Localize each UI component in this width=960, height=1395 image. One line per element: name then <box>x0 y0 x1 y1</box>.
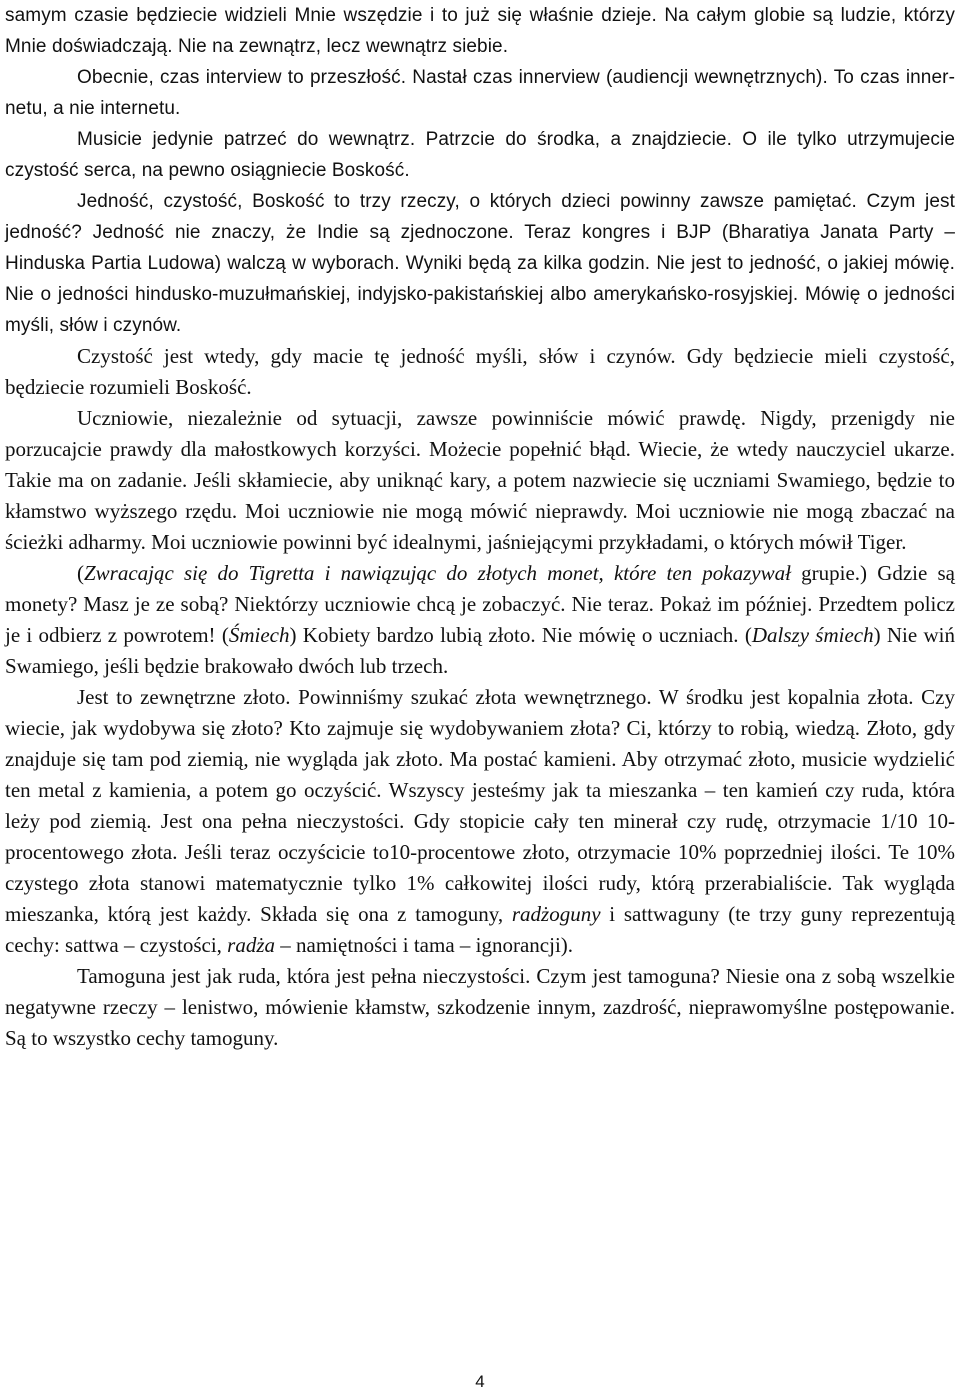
italic-text: Dalszy śmiech <box>751 623 874 647</box>
paragraph <box>5 341 955 403</box>
italic-text: radżoguny <box>511 902 601 926</box>
paragraph <box>5 403 955 558</box>
text-run: Obecnie, czas interview to przeszłość. Nastał czas innerview (audiencji wewnętrznych). To czas inner-netu, a nie internetu. <box>5 67 955 119</box>
paragraph <box>5 124 955 186</box>
italic-text: Śmiech <box>228 623 290 647</box>
paragraph <box>5 0 955 62</box>
text-run: ( <box>77 561 84 585</box>
text-run: Uczniowie, niezależnie od sytuacji, zawsze powinniście mówić prawdę. Nigdy, przenigdy nie porzucajcie prawdy dla małostkowych korzyści. Możecie popełnić błąd. Wiecie, że wtedy nauczyciel ukarze. Takie ma on zadanie. Jeśli skłamiecie, aby uniknąć kary, a potem nazwiecie się uczniami Swamiego, będzie to kłamstwo wyższego rzędu. Moi uczniowie nie mogą mówić nieprawdy. Moi uczniowie nie mogą zbaczać na ścieżki adharmy. Moi uczniowie powinni być idealnymi, jaśniejącymi przykładami, o których mówił Tiger. <box>5 406 955 554</box>
text-run: Jest to zewnętrzne złoto. Powinniśmy szukać złota wewnętrznego. W środku jest kopalnia złota. Czy wiecie, jak wydobywa się złoto? Kto zajmuje się wydobywaniem złota? Ci, którzy to robią, wiedzą. Złoto, gdy znajduje się tam pod ziemią, nie wygląda jak złoto. Ma postać kamieni. Aby otrzymać złoto, musicie wydzielić ten metal z kamienia, a potem go oczyścić. Wszyscy jesteśmy jak ta mieszanka – ten kamień czy ruda, która leży pod ziemią. Jest ona pełna nieczystości. Gdy stopicie cały ten minerał czy rudę, otrzymacie 1/10 10-procentowego złota. Jeśli teraz oczyścicie to10-procentowe złoto, otrzymacie 10% poprzedniej ilości. Te 10% czystego złota stanowi matematycznie tylko 1% całkowitej ilości rudy, którą przerabialiście. Tak wygląda mieszanka, którą jest każdy. Składa się ona z tamoguny, <box>5 685 955 926</box>
text-run: samym czasie będziecie widzieli Mnie wszędzie i to już się właśnie dzieje. Na całym globie są ludzie, którzy Mnie doświadczają. Nie na zewnątrz, lecz wewnątrz siebie. <box>5 5 955 57</box>
text-run: – namiętności i tama – ignorancji). <box>275 933 574 957</box>
italic-text: radża <box>227 933 276 957</box>
text-run: Musicie jedynie patrzeć do wewnątrz. Patrzcie do środka, a znajdziecie. O ile tylko utrzymujecie czystość serca, na pewno osiągniecie Boskość. <box>5 129 955 181</box>
paragraph <box>5 961 955 1054</box>
document-body <box>5 0 955 1054</box>
paragraph <box>5 558 955 682</box>
text-run: i sattwaguny (te trzy guny reprezentują cechy: sattwa – czystości, <box>5 902 955 957</box>
paragraph <box>5 62 955 124</box>
italic-text: Zwracając się do Tigretta i nawiązując do złotych monet, które ten pokazywał <box>84 561 791 585</box>
text-run: grupie.) Gdzie są monety? Masz je ze sobą? Niektórzy uczniowie chcą je zobaczyć. Nie teraz. Pokaż im później. Przedtem policz je i odbierz z powrotem! ( <box>5 561 955 647</box>
page-number: 4 <box>475 1372 485 1391</box>
paragraph <box>5 186 955 341</box>
text-run: Jedność, czystość, Boskość to trzy rzeczy, o których dzieci powinny zawsze pamiętać. Czym jest jedność? Jedność nie znaczy, że Indie są zjednoczone. Teraz kongres i BJP (Bharatiya Janata Party – Hinduska Partia Ludowa) walczą w wyborach. Wyniki będą za kilka godzin. Nie jest to jedność, o jakiej mówię. Nie o jedności hindusko-muzułmańskiej, indyjsko-pakistańskiej albo amerykańsko-rosyjskiej. Mówię o jedności myśli, słów i czynów. <box>5 191 955 336</box>
text-run: Czystość jest wtedy, gdy macie tę jedność myśli, słów i czynów. Gdy będziecie mieli czystość, będziecie rozumieli Boskość. <box>5 344 955 399</box>
text-run: ) Nie wiń Swamiego, jeśli będzie brakowało dwóch lub trzech. <box>5 623 955 678</box>
text-run: Tamoguna jest jak ruda, która jest pełna nieczystości. Czym jest tamoguna? Niesie ona z sobą wszelkie negatywne rzeczy – lenistwo, mówienie kłamstw, szkodzenie innym, zazdrość, nieprawomyślne postępowanie. Są to wszystko cechy tamoguny. <box>5 964 955 1050</box>
paragraph <box>5 682 955 961</box>
text-run: ) Kobiety bardzo lubią złoto. Nie mówię o uczniach. ( <box>289 623 752 647</box>
